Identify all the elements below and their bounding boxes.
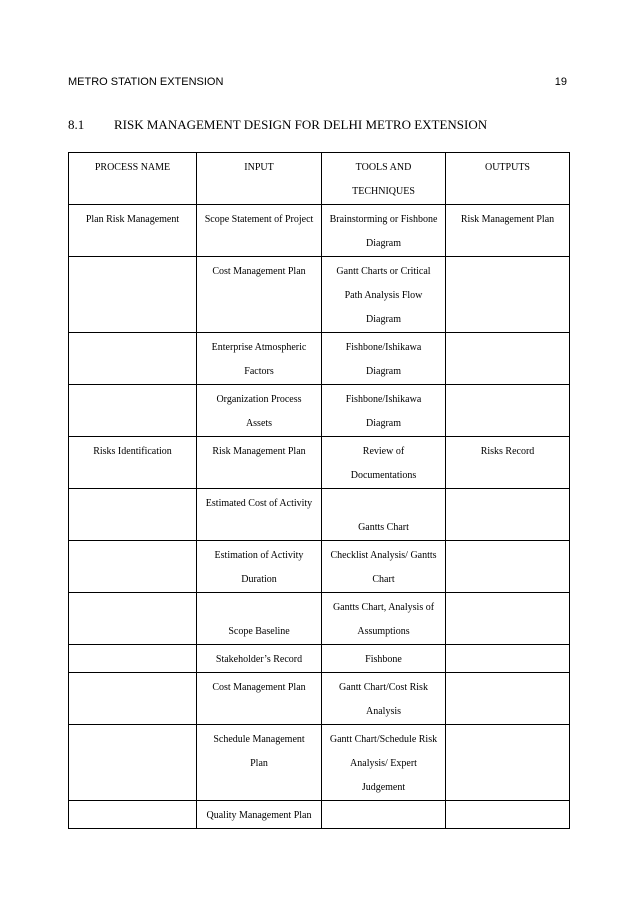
cell-tools	[322, 593, 446, 645]
cell-tools-line1: Gantt Chart/Schedule Risk	[329, 734, 438, 745]
cell-output-empty	[446, 593, 570, 645]
cell-input: Risk Management Plan	[197, 437, 322, 489]
table-row	[69, 673, 570, 725]
cell-output: Risk Management Plan	[446, 205, 570, 257]
cell-output-empty	[446, 385, 570, 437]
table-row	[69, 437, 570, 489]
table-row	[69, 801, 570, 829]
header-tools-line2: TECHNIQUES	[352, 186, 415, 197]
cell-tools	[322, 385, 446, 437]
table-row	[69, 257, 570, 333]
cell-input: Cost Management Plan	[197, 673, 322, 725]
cell-process-empty	[69, 593, 197, 645]
risk-management-table	[68, 152, 570, 829]
cell-input	[197, 725, 322, 801]
table-row	[69, 725, 570, 801]
cell-process: Plan Risk Management	[69, 205, 197, 257]
cell-tools-line1: Gantt Chart/Cost Risk	[339, 682, 428, 693]
section-title: RISK MANAGEMENT DESIGN FOR DELHI METRO EXTENSION	[114, 117, 488, 132]
cell-tools-line1: Fishbone/Ishikawa	[345, 342, 422, 353]
cell-tools	[322, 333, 446, 385]
cell-tools	[322, 437, 446, 489]
cell-output-empty	[446, 725, 570, 801]
cell-tools-line2: Diagram	[366, 238, 401, 249]
header-input: INPUT	[197, 153, 322, 205]
cell-process-empty	[69, 385, 197, 437]
cell-input-line2: Factors	[244, 366, 274, 377]
cell-tools	[322, 257, 446, 333]
cell-process-empty	[69, 673, 197, 725]
cell-tools-line2: Analysis/ Expert	[350, 758, 417, 769]
cell-process-empty	[69, 257, 197, 333]
cell-tools-line1: Gantts Chart, Analysis of	[332, 602, 435, 613]
cell-output-empty	[446, 673, 570, 725]
cell-tools-text: Gantts Chart	[358, 522, 409, 533]
cell-tools	[322, 541, 446, 593]
cell-tools-line1: Fishbone/Ishikawa	[345, 394, 422, 405]
cell-tools: Fishbone	[322, 645, 446, 673]
cell-input-line1: Enterprise Atmospheric	[211, 342, 307, 353]
cell-input-line1: Schedule Management	[213, 734, 305, 745]
table-row	[69, 385, 570, 437]
cell-output-empty	[446, 645, 570, 673]
header-outputs: OUTPUTS	[446, 153, 570, 205]
cell-input	[197, 333, 322, 385]
cell-output-empty	[446, 801, 570, 829]
cell-input-line1: Estimation of Activity	[214, 550, 304, 561]
cell-tools-line1: Brainstorming or Fishbone	[329, 214, 438, 225]
cell-process-empty	[69, 801, 197, 829]
cell-tools-line2: Diagram	[366, 366, 401, 377]
cell-process-empty	[69, 489, 197, 541]
header-tools	[322, 153, 446, 205]
cell-tools	[322, 489, 446, 541]
cell-output-empty	[446, 333, 570, 385]
table-row	[69, 489, 570, 541]
cell-tools-line2: Chart	[372, 574, 395, 585]
running-header-title: METRO STATION EXTENSION	[68, 76, 224, 88]
cell-input: Estimated Cost of Activity	[197, 489, 322, 541]
cell-tools-line1: Checklist Analysis/ Gantts	[330, 550, 437, 561]
cell-input	[197, 593, 322, 645]
table-row	[69, 205, 570, 257]
cell-process: Risks Identification	[69, 437, 197, 489]
table-row	[69, 645, 570, 673]
cell-input-line2: Duration	[241, 574, 277, 585]
cell-tools-line2: Analysis	[366, 706, 401, 717]
cell-tools-line2: Assumptions	[357, 626, 410, 637]
cell-input-line1: Organization Process	[216, 394, 302, 405]
cell-output-empty	[446, 489, 570, 541]
section-number: 8.1	[68, 117, 85, 132]
table-row	[69, 541, 570, 593]
cell-output: Risks Record	[446, 437, 570, 489]
table-row	[69, 593, 570, 645]
cell-tools-line3: Diagram	[366, 314, 401, 325]
table-header-row	[69, 153, 570, 205]
cell-input-line2: Plan	[250, 758, 268, 769]
cell-input: Stakeholder’s Record	[197, 645, 322, 673]
header-tools-line1: TOOLS AND	[355, 162, 412, 173]
cell-input: Scope Statement of Project	[197, 205, 322, 257]
cell-tools-line2: Path Analysis Flow	[344, 290, 423, 301]
cell-tools-empty	[322, 801, 446, 829]
cell-process-empty	[69, 645, 197, 673]
cell-input	[197, 385, 322, 437]
cell-tools-line1: Review of	[362, 446, 405, 457]
cell-input-text: Scope Baseline	[228, 626, 290, 637]
cell-input: Cost Management Plan	[197, 257, 322, 333]
cell-input	[197, 541, 322, 593]
cell-output-empty	[446, 257, 570, 333]
cell-input-line2: Assets	[245, 418, 273, 429]
cell-process-empty	[69, 333, 197, 385]
cell-tools	[322, 725, 446, 801]
cell-tools	[322, 673, 446, 725]
cell-tools-line2: Documentations	[350, 470, 417, 481]
cell-tools-line3: Judgement	[361, 782, 406, 793]
cell-output-empty	[446, 541, 570, 593]
cell-tools	[322, 205, 446, 257]
page-number: 19	[554, 76, 567, 88]
cell-tools-line1: Gantt Charts or Critical	[336, 266, 431, 277]
table-row	[69, 333, 570, 385]
header-process-name: PROCESS NAME	[69, 153, 197, 205]
cell-input: Quality Management Plan	[197, 801, 322, 829]
cell-process-empty	[69, 725, 197, 801]
section-heading	[68, 117, 487, 133]
cell-process-empty	[69, 541, 197, 593]
cell-tools-line2: Diagram	[366, 418, 401, 429]
